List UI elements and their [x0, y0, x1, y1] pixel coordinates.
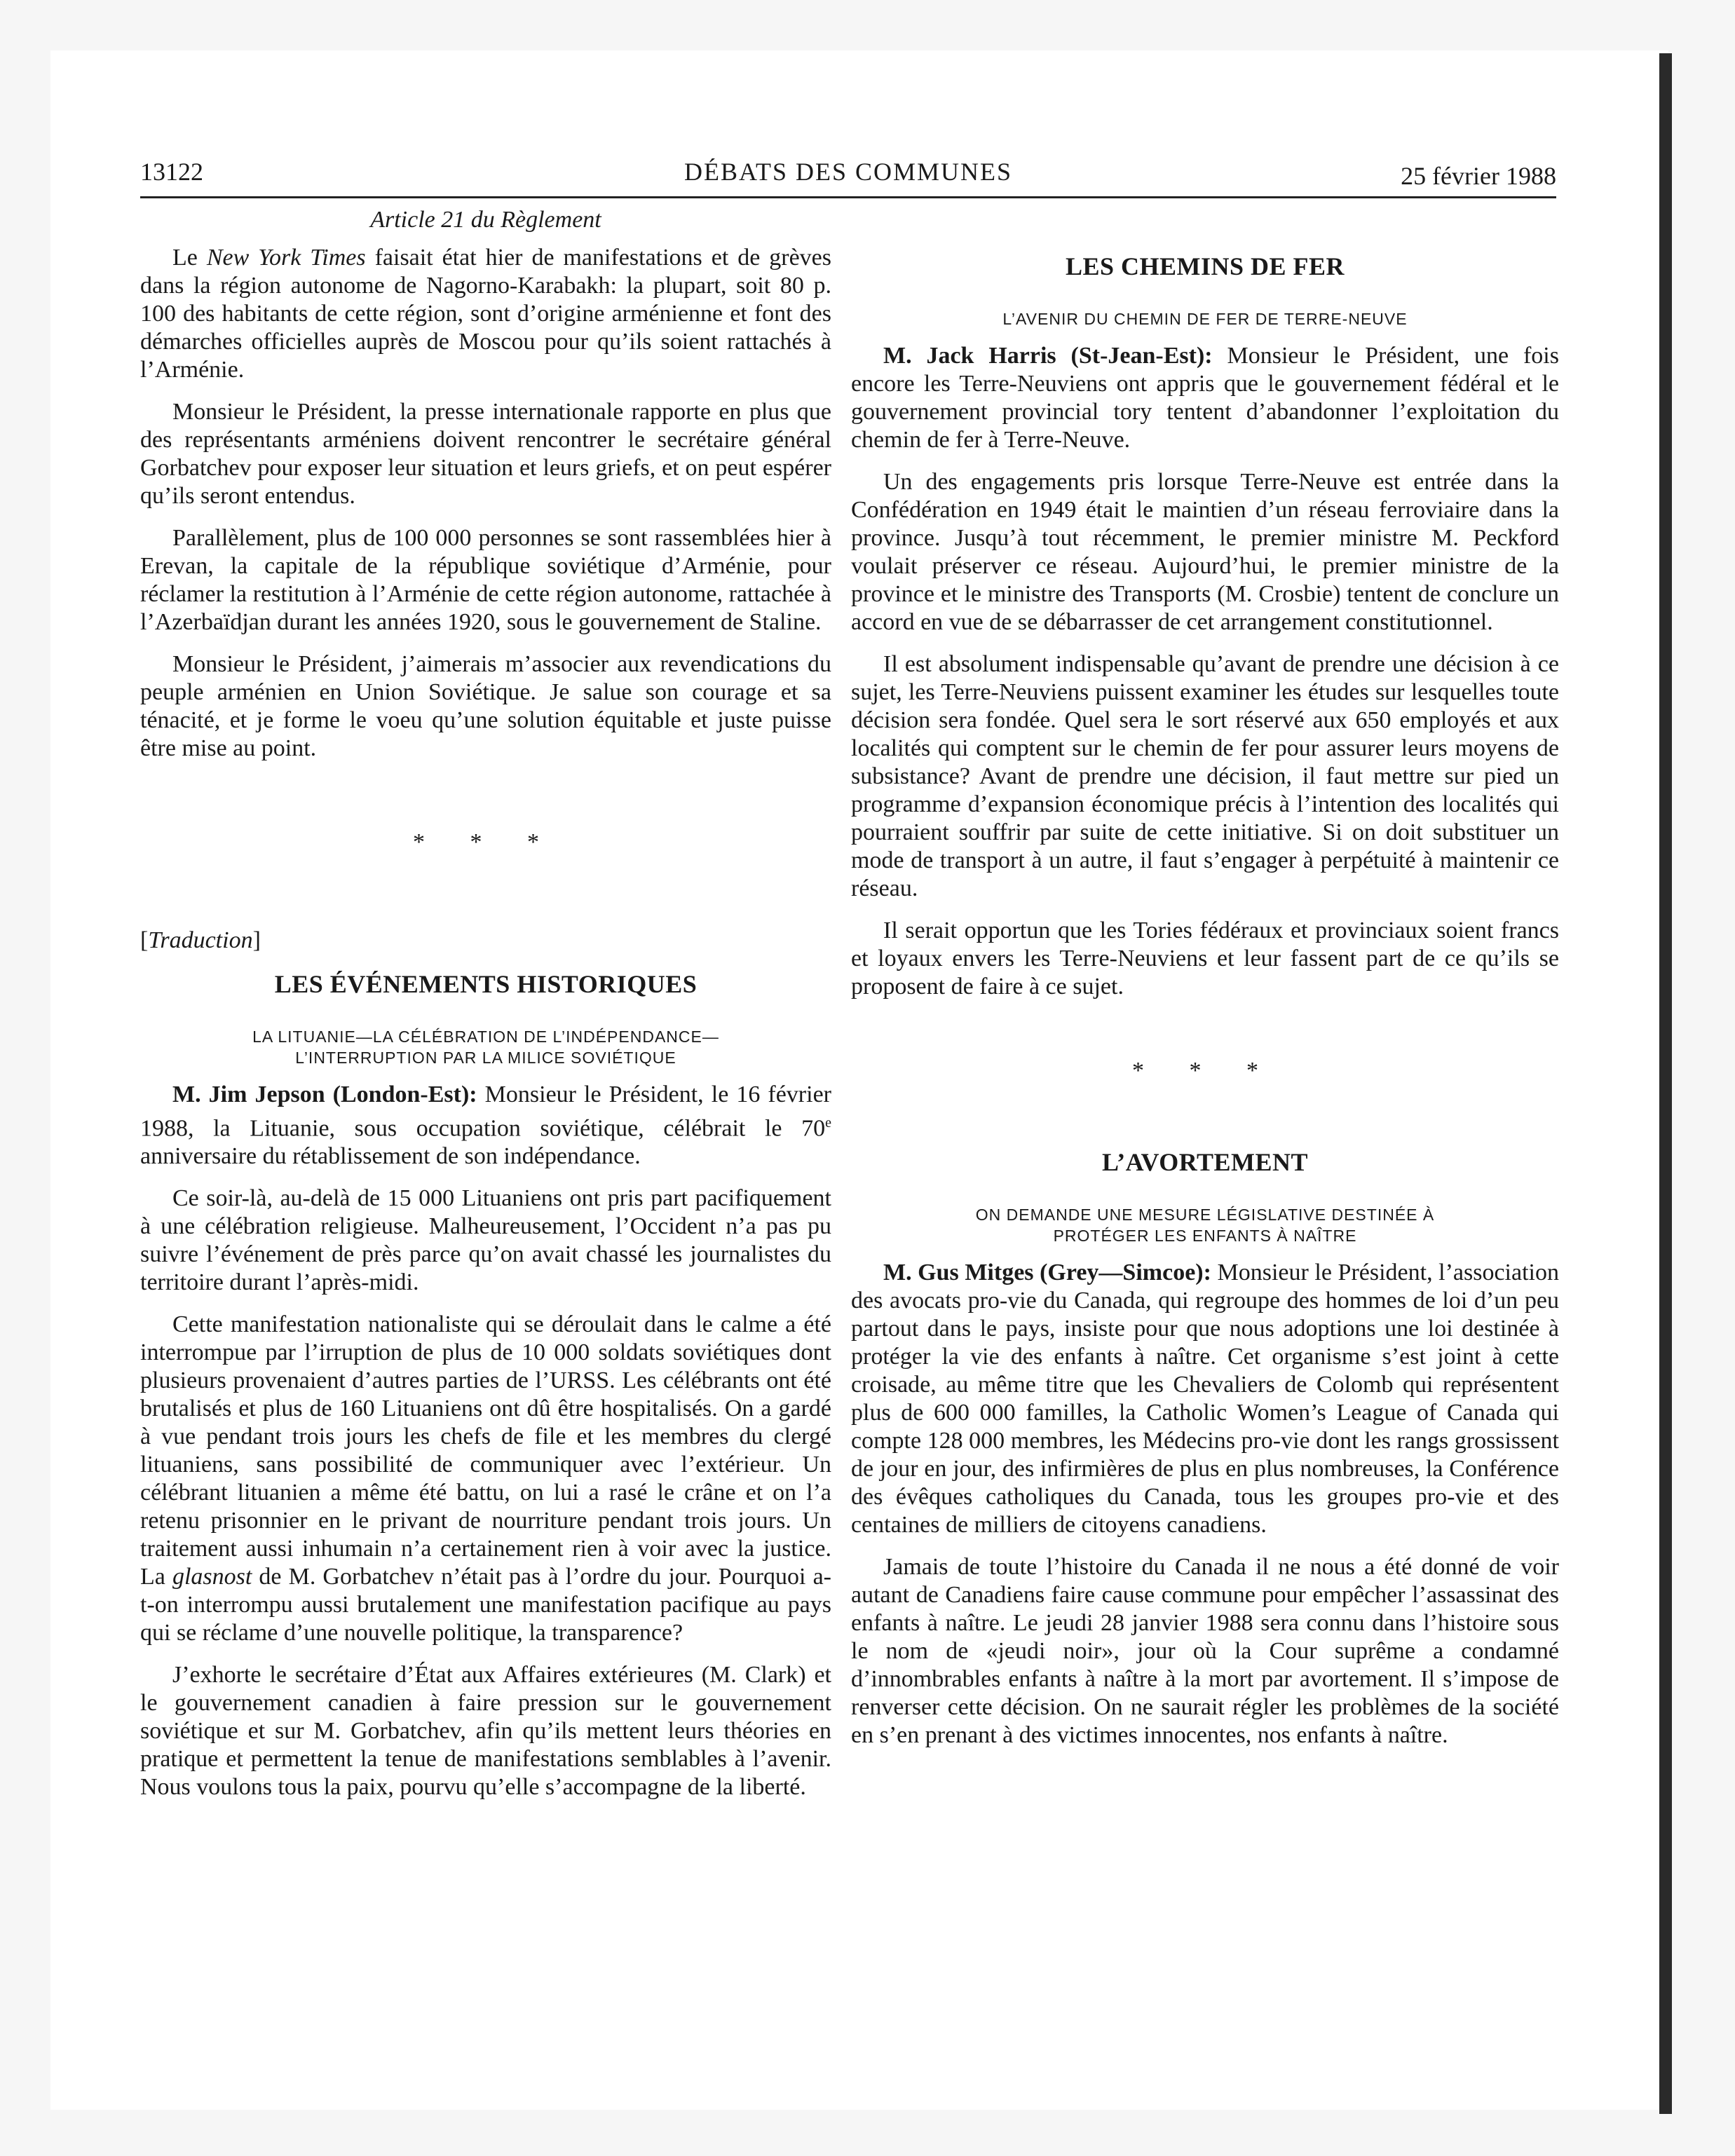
right-column: [851, 252, 1559, 1763]
scan-edge-bar: [1659, 53, 1672, 2114]
rubric: Article 21 du Règlement: [370, 207, 601, 233]
issue-date: 25 février 1988: [1401, 162, 1556, 190]
paragraph: Cette manifestation nationaliste qui se déroulait dans le calme a été interrompue par l’irruption de plus de 10 000 soldats soviétiques dont plusieurs provenaient d’autres parties de l’URSS. Les célébrants ont été brutalisés et plus de 160 Lituaniens ont dû être hospitalisés. On a gardé à vue pendant trois jours les chefs de file et les membres du clergé lituaniens, sans possibilité de communiquer avec l’extérieur. Un célébrant lituanien a même été battu, on lui a rasé le crâne et on l’a retenu prisonnier en le privant de nourriture pendant trois jours. Un traitement aussi inhumain n’a certainement rien à voir avec la justice. La glasnost de M. Gorbatchev n’était pas à l’ordre du jour. Pourquoi a-t-on interrompu aussi brutalement une manifestation pacifique au pays qui se réclame d’une nouvelle politique, la transparence?: [140, 1311, 831, 1646]
left-column: [140, 206, 831, 1815]
paragraph: Il serait opportun que les Tories fédéraux et provinciaux soient francs et loyaux envers les Terre-Neuviens et leur fassent part de ce qu’ils se proposent de faire à ce sujet.: [851, 917, 1559, 999]
paragraph: Parallèlement, plus de 100 000 personnes se sont rassemblées hier à Erevan, la capitale de la république soviétique d’Arménie, pour réclamer la restitution à l’Arménie de cette région autonome, rattachée à l’Azerbaïdjan durant les années 1920, sous le gouvernement de Staline.: [140, 525, 831, 635]
paragraph: M. Jim Jepson (London-Est): Monsieur le Président, le 16 février 1988, la Lituanie, sous occupation soviétique, célébrait le 70e anniversaire du rétablissement de son indépendance.: [140, 1082, 831, 1170]
speaker-name: M. Jim Jepson (London-Est):: [172, 1082, 477, 1107]
paragraph: Il est absolument indispensable qu’avant de prendre une décision à ce sujet, les Terre-Neuviens puissent examiner les études sur lesquelles toute décision sera fondée. Quel sera le sort réservé aux 650 employés et aux localités qui comptent sur le chemin de fer pour assurer leurs moyens de subsistance? Avant de prendre une décision, il faut mettre sur pied un programme d’expansion économique précis à l’intention des localités qui pourraient souffrir par suite de cette initiative. Si on doit substituer un mode de transport à un autre, il faut s’engager à perpétuité à maintenir ce réseau.: [851, 651, 1559, 901]
paragraph: Ce soir-là, au-delà de 15 000 Lituaniens ont pris part pacifiquement à une célébration religieuse. Malheureusement, l’Occident n’a pas pu suivre l’événement de près parce qu’on avait chassé les journalistes du territoire durant l’après-midi.: [140, 1185, 831, 1296]
newspaper-name: New York Times: [206, 245, 366, 271]
paragraph: Un des engagements pris lorsque Terre-Neuve est entrée dans la Confédération en 1949 était le maintien d’un réseau ferroviaire dans la province. Jusqu’à tout récemment, le premier ministre M. Peckford voulait préserver ce réseau. Aujourd’hui, le premier ministre de la province et le ministre des Transports (M. Crosbie) tentent de conclure un accord en vue de se débarrasser de cet arrangement constitutionnel.: [851, 469, 1559, 635]
section-title: LES CHEMINS DE FER: [1065, 252, 1345, 280]
translation-note: [Traduction]: [140, 927, 261, 953]
running-header: [140, 157, 1556, 198]
paragraph: Jamais de toute l’histoire du Canada il ne nous a été donné de voir autant de Canadiens faire cause commune pour empêcher l’assassinat des enfants à naître. Le jeudi 28 janvier 1988 sera connu dans l’histoire sous le nom de «jeudi noir», jour où la Cour suprême a condamné d’innombrables enfants à naître à la mort par avortement. Il s’impose de renverser cette décision. On ne saurait régler les problèmes de la société en s’en prenant à des victimes innocentes, nos enfants à naître.: [851, 1554, 1559, 1748]
publication-title: DÉBATS DES COMMUNES: [683, 158, 1013, 186]
section-title: L’AVORTEMENT: [1101, 1148, 1309, 1176]
paragraph: M. Jack Harris (St-Jean-Est): Monsieur le Président, une fois encore les Terre-Neuviens ont appris que le gouvernement fédéral et le gouvernement provincial tory tentent d’abandonner l’exploitation du chemin de fer à Terre-Neuve.: [851, 343, 1559, 453]
section-subtitle: ON DEMANDE UNE MESURE LÉGISLATIVE DESTINÉE À PROTÉGER LES ENFANTS À NAÎTRE: [975, 1206, 1435, 1245]
page-number: 13122: [140, 158, 203, 186]
paragraph: Le New York Times faisait état hier de manifestations et de grèves dans la région autonome de Nagorno-Karabakh: la plupart, soit 80 p. 100 des habitants de cette région, sont d’origine arménienne et font des démarches officielles auprès de Moscou pour qu’ils soient rattachés à l’Arménie.: [140, 245, 831, 383]
section-separator: * * *: [413, 829, 559, 855]
section-title: LES ÉVÉNEMENTS HISTORIQUES: [274, 970, 698, 998]
speaker-name: M. Jack Harris (St-Jean-Est):: [883, 343, 1213, 369]
speaker-name: M. Gus Mitges (Grey—Simcoe):: [883, 1260, 1211, 1285]
paragraph: J’exhorte le secrétaire d’État aux Affaires extérieures (M. Clark) et le gouvernement canadien à faire pression sur le gouvernement soviétique et sur M. Gorbatchev, afin qu’ils mettent leurs théories en pratique et permettent la tenue de manifestations semblables à l’avenir. Nous voulons tous la paix, pourvu qu’elle s’accompagne de la liberté.: [140, 1662, 831, 1801]
paragraph: Monsieur le Président, la presse internationale rapporte en plus que des représentants arméniens doivent rencontrer le secrétaire général Gorbatchev pour exposer leur situation et leurs griefs, et on peut espérer qu’ils seront entendus.: [140, 399, 831, 509]
section-subtitle: L’AVENIR DU CHEMIN DE FER DE TERRE-NEUVE: [1002, 310, 1408, 328]
paragraph: Monsieur le Président, j’aimerais m’associer aux revendications du peuple arménien en Union Soviétique. Je salue son courage et sa ténacité, et je forme le voeu qu’une solution équitable et juste puisse être mise au point.: [140, 651, 831, 761]
section-subtitle: LA LITUANIE—LA CÉLÉBRATION DE L’INDÉPENDANCE— L’INTERRUPTION PAR LA MILICE SOVIÉTIQUE: [252, 1028, 719, 1067]
section-separator: * * *: [1132, 1058, 1278, 1084]
paragraph: M. Gus Mitges (Grey—Simcoe): Monsieur le Président, l’association des avocats pro-vie du Canada, qui regroupe des hommes de loi d’un peu partout dans le pays, insiste pour que nous adoptions une loi destinée à protéger la vie des enfants à naître. Cet organisme s’est joint à cette croisade, au même titre que les Chevaliers de Colomb qui représentent plus de 600 000 familles, la Catholic Women’s League of Canada qui compte 128 000 membres, les Médecins pro-vie dont les rangs grossissent de jour en jour, des infirmières de plus en plus nombreuses, la Conférence des évêques catholiques du Canada, tous les groupes pro-vie et des centaines de milliers de citoyens canadiens.: [851, 1260, 1559, 1538]
